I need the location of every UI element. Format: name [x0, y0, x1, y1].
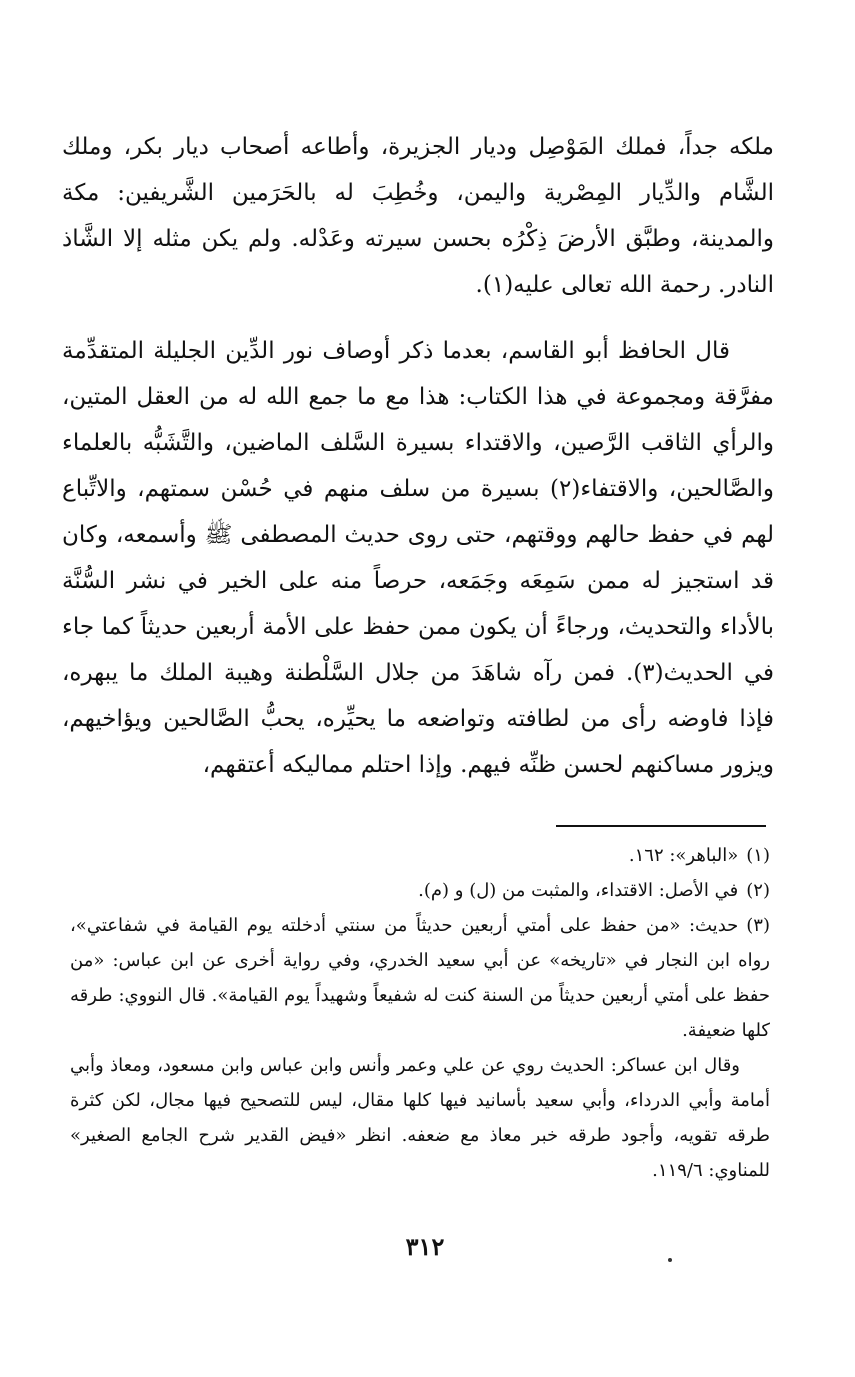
- body-paragraph-2: قال الحافظ أبو القاسم، بعدما ذكر أوصاف نور الدِّين الجليلة المتقدِّمة مفرَّقة ومجموعة في هذا الكتاب: هذا مع ما جمع الله له من العقل المتين، والرأي الثاقب الرَّصين، والاقتداء بسيرة السَّلف الماضين، والتَّشَبُّه بالعلماء والصَّالحين، والاقتفاء(٢) بسيرة من سلف منهم في حُسْن سمتهم، والاتِّباع لهم في حفظ حالهم ووقتهم، حتى روى حديث المصطفى ﷺ وأسمعه، وكان قد استجيز له ممن سَمِعَه وجَمَعه، حرصاً منه على الخير في نشر السُّنَّة بالأداء والتحديث، ورجاءً أن يكون ممن حفظ على الأمة أربعين حديثاً كما جاء في الحديث(٣). فمن رآه شاهَدَ من جلال السَّلْطنة وهيبة الملك ما يبهره، فإذا فاوضه رأى من لطافته وتواضعه ما يحيِّره، يحبُّ الصَّالحين ويؤاخيهم، ويزور مساكنهم لحسن ظنِّه فيهم. وإذا احتلم مماليكه أعتقهم،: [62, 338, 774, 778]
- footnote-number: (٢): [746, 880, 770, 901]
- footnote-3-continuation: وقال ابن عساكر: الحديث روي عن علي وعمر وأنس وابن عباس وابن مسعود، ومعاذ وأبي أمامة وأبي الدرداء، وأبي سعيد بأسانيد فيها كلها مقال، ليس للتصحيح فيها مجال، لكن كثرة طرقه تقويه، وأجود طرقه خبر معاذ مع ضعفه. انظر «فيض القدير شرح الجامع الصغير» للمناوي: ١١٩/٦.: [70, 1055, 770, 1181]
- footnote-number: (٣): [746, 915, 770, 936]
- footnote-3: [70, 908, 770, 1048]
- footnote-separator: [556, 825, 766, 827]
- body-paragraph-1: ملكه جداً، فملك المَوْصِل وديار الجزيرة، وأطاعه أصحاب ديار بكر، وملك الشَّام والدِّيار المِصْرية واليمن، وخُطِبَ له بالحَرَمين الشَّريفين: مكة والمدينة، وطبَّق الأرضَ ذِكْرُه بحسن سيرته وعَدْله. ولم يكن مثله إلا الشَّاذ النادر. رحمة الله تعالى عليه(١).: [62, 134, 774, 298]
- print-speck: [668, 1258, 672, 1262]
- footnote-text: حديث: «من حفظ على أمتي أربعين حديثاً من سنتي أدخلته يوم القيامة في شفاعتي»، رواه ابن النجار في «تاريخه» عن أبي سعيد الخدري، وفي رواية أخرى عن ابن عباس: «من حفظ على أمتي أربعين حديثاً من السنة كنت له شفيعاً وشهيداً يوم القيامة». قال النووي: طرقه كلها ضعيفة.: [70, 915, 770, 1041]
- footnote-text: في الأصل: الاقتداء، والمثبت من (ل) و (م).: [418, 880, 739, 901]
- footnote-text: «الباهر»: ١٦٢.: [628, 845, 739, 866]
- footnote-number: (١): [746, 845, 770, 866]
- footnote-2: [70, 873, 770, 908]
- footnotes: [70, 838, 770, 1188]
- footnote-1: [70, 838, 770, 873]
- page-number: ٣١٢: [405, 1232, 445, 1261]
